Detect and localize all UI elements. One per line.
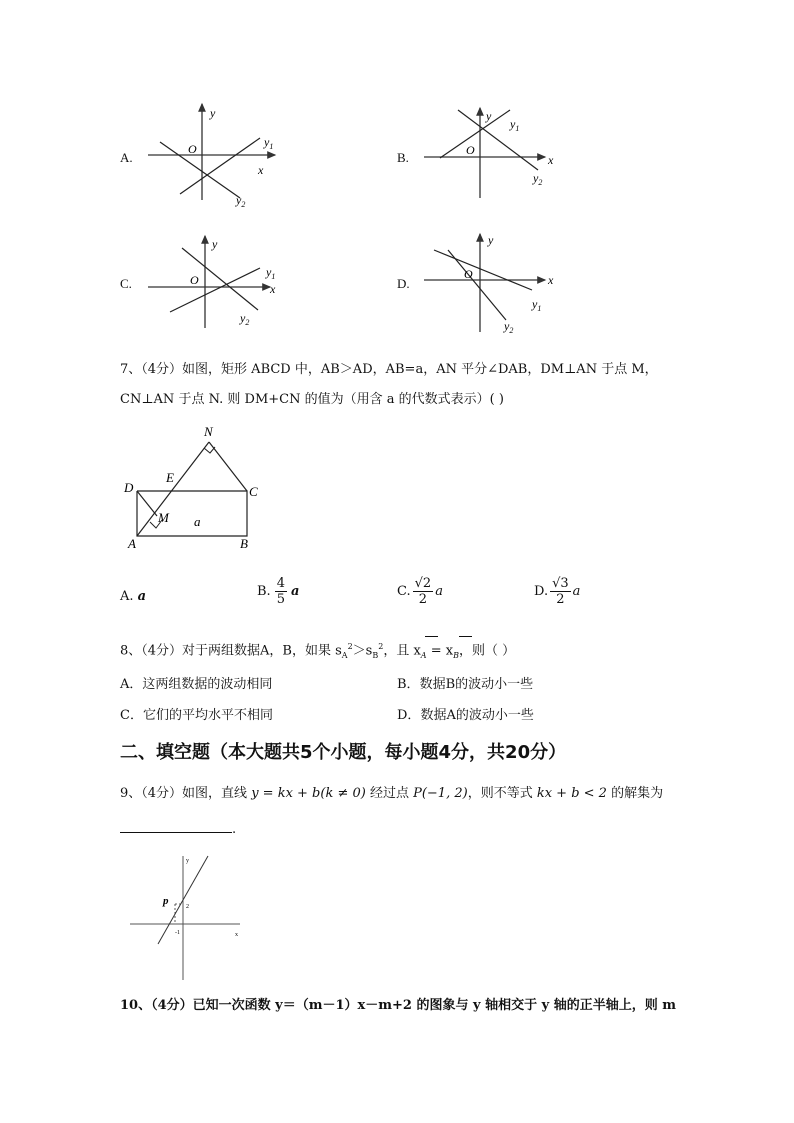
y2-label: $y_2$ (236, 193, 246, 209)
q10-question: 10、（4分）已知一次函数 y＝（m－1）x－m+2 的图象与 y 轴相交于 y 轴的正半轴上，则 m (120, 998, 676, 1013)
q6-option-d-graph (420, 228, 570, 338)
line-y2 (160, 142, 240, 198)
fraction-four-fifths: $\frac{4}{5}$ (276, 576, 285, 607)
q9-figure (125, 852, 250, 982)
origin-label: O (188, 142, 197, 156)
y-label: y (210, 106, 216, 120)
q8-question: 8、（4分）对于两组数据A，B，如果 $s_A^2>s_B^2$，且 $x_A = x_B$，则（ ） (120, 642, 516, 660)
q7-option-a[interactable] (120, 588, 146, 606)
x-label: x (548, 273, 554, 287)
y-label: y (488, 233, 494, 247)
side-a-label: a (194, 514, 201, 529)
line-y1 (440, 110, 510, 158)
q8-option-a[interactable]: A．这两组数据的波动相同 (120, 677, 273, 692)
point-n-label: N (204, 424, 213, 439)
tick-neg1-label: -1 (175, 930, 180, 936)
q7-option-d-var: a (572, 583, 581, 599)
q7-option-b[interactable] (257, 576, 299, 607)
q6-option-c-graph (140, 230, 290, 330)
point-d-label: D (124, 480, 134, 495)
q9-question: 9、（4分）如图，直线 y = kx + b(k ≠ 0) 经过点 P(−1, 2)，则不等式 kx + b < 2 的解集为 (120, 786, 664, 801)
q6-option-a-label[interactable]: A. (120, 150, 133, 165)
y2-label: $y_2$ (533, 171, 543, 187)
origin-label: O (464, 267, 473, 281)
origin-label: O (466, 143, 475, 157)
q7-option-d[interactable] (534, 576, 580, 607)
q7-option-a-label: A. (120, 589, 134, 604)
point-p-label: p (163, 895, 169, 907)
point-c-label: C (249, 484, 258, 499)
x-label: x (548, 153, 554, 167)
q7-option-b-label: B. (257, 583, 271, 599)
y1-label: $y_1$ (264, 135, 274, 151)
q6-option-b-label[interactable]: B. (397, 150, 409, 165)
q7-option-d-label: D. (534, 583, 549, 599)
y2-label: $y_2$ (504, 319, 514, 335)
q6-option-a-graph (140, 100, 290, 210)
x-label: x (258, 163, 264, 177)
q6-option-b-graph (420, 100, 570, 200)
y1-label: $y_1$ (532, 297, 542, 313)
q7-option-c-label: C. (397, 583, 411, 599)
y-label: y (186, 858, 189, 864)
q7-figure (120, 420, 270, 555)
y2-label: $y_2$ (240, 311, 250, 327)
y1-label: $y_1$ (510, 117, 520, 133)
q7-option-a-value: a (137, 589, 147, 604)
q9-answer-line[interactable]: . (120, 820, 236, 839)
segment-nc (209, 442, 247, 491)
x-bar-b-overline (459, 636, 472, 637)
y-label: y (486, 109, 492, 123)
y1-label: $y_1$ (266, 265, 276, 281)
segment-dm (137, 491, 157, 516)
line-y2 (448, 250, 506, 320)
fraction-sqrt3-over-2: $\frac{√3}{2}$ (552, 576, 569, 607)
q7-option-c[interactable] (397, 576, 443, 607)
q6-option-d-label[interactable]: D. (397, 276, 410, 291)
x-label: x (235, 932, 238, 938)
q7-line-2: CN⊥AN 于点 N. 则 DM+CN 的值为（用含 a 的代数式表示）( ) (120, 392, 504, 407)
line-y2 (458, 110, 538, 170)
fraction-sqrt2-over-2: $\frac{√2}{2}$ (414, 576, 432, 607)
q7-option-b-var: a (290, 583, 300, 599)
y-label: y (212, 237, 218, 251)
q7-option-c-var: a (435, 583, 443, 599)
q7-line-1: 7、（4分）如图，矩形 ABCD 中，AB＞AD，AB=a，AN 平分∠DAB，DM⊥AN 于点 M， (120, 362, 658, 377)
point-b-label: B (240, 536, 248, 551)
origin-label: O (190, 273, 199, 287)
q8-option-d[interactable]: D．数据A的波动小一些 (397, 708, 534, 723)
line-y1 (434, 250, 532, 290)
tick-2-label: 2 (186, 904, 189, 910)
q8-option-c[interactable]: C．它们的平均水平不相同 (120, 708, 273, 723)
point-e-label: E (166, 470, 174, 485)
section-2-title: 二、填空题（本大题共5个小题，每小题4分，共20分） (120, 742, 567, 763)
point-m-label: M (158, 510, 169, 525)
q6-option-c-label[interactable]: C. (120, 276, 132, 291)
q8-option-b[interactable]: B．数据B的波动小一些 (397, 677, 534, 692)
answer-blank[interactable] (120, 820, 232, 833)
point-a-label: A (128, 536, 136, 551)
x-bar-a-overline (425, 636, 438, 637)
x-label: x (270, 282, 276, 296)
